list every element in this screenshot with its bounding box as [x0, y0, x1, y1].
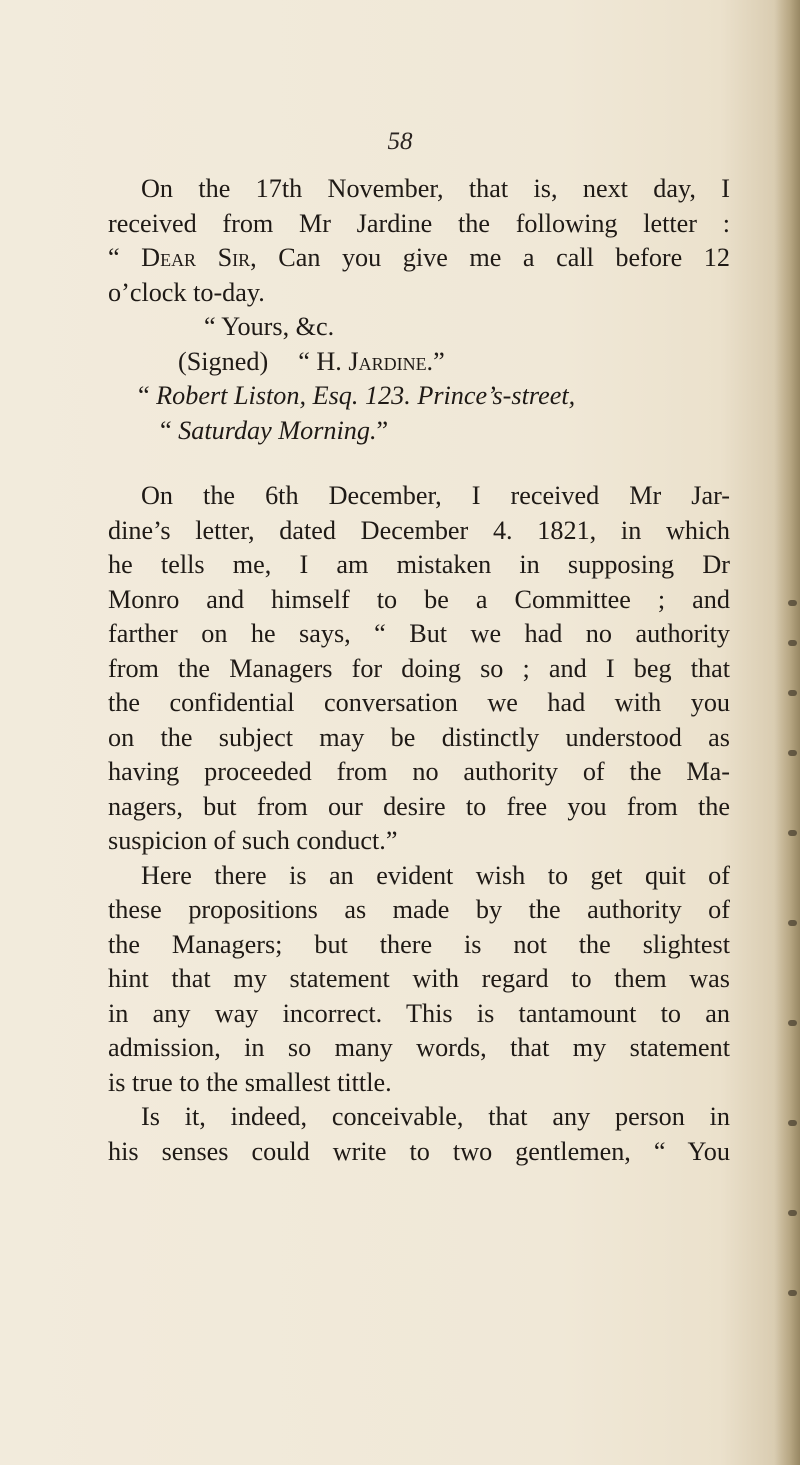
- page-edge-marks: [787, 600, 797, 1300]
- text-line: On the 17th November, that is, next day, I: [141, 174, 730, 203]
- text-line: his senses could write to two gentlemen, “ You: [108, 1136, 730, 1166]
- letter-closing: “ Yours, &c.: [204, 312, 335, 341]
- text-line: hint that my statement with regard to them was: [108, 964, 730, 993]
- page-number: 58: [387, 128, 413, 155]
- letter-salutation: Dear Sir,: [141, 243, 257, 272]
- text-line: received from Mr Jardine the following letter :: [108, 208, 730, 238]
- text-line: he tells me, I am mistaken in supposing Dr: [108, 550, 730, 579]
- signature-name: Jardine.”: [348, 346, 445, 376]
- letter-date-line: “ Saturday Morning.”: [160, 415, 389, 445]
- text-line: admission, in so many words, that my statement: [108, 1033, 730, 1062]
- text-line: Monro and himself to be a Committee ; and: [108, 584, 730, 614]
- text-line: from the Managers for doing so ; and I beg that: [108, 653, 730, 683]
- text-line: on the subject may be distinctly understood as: [108, 722, 730, 752]
- letter-salutation-line: “ Dear Sir, Can you give me a call before 12: [108, 243, 730, 272]
- text-line: Is it, indeed, conceivable, that any person in: [141, 1102, 730, 1131]
- letter-body-line: o’clock to-day.: [108, 277, 265, 307]
- text-line: Here there is an evident wish to get quit of: [141, 860, 730, 890]
- letter-signature-line: (Signed) “ H. Jardine.”: [178, 346, 445, 376]
- letter-address: Robert Liston, Esq. 123. Prince’s-street,: [156, 381, 576, 410]
- text-line: suspicion of such conduct.”: [108, 826, 398, 855]
- text-line: farther on he says, “ But we had no authority: [108, 619, 730, 648]
- letter-body: Can you give me a call before 12: [256, 243, 730, 272]
- letter-date: Saturday Morning.: [178, 415, 377, 445]
- text-line: nagers, but from our desire to free you from the: [108, 791, 730, 821]
- text-line: having proceeded from no authority of the Ma-: [108, 757, 730, 786]
- letter-address-line: “ Robert Liston, Esq. 123. Prince’s-street,: [138, 381, 576, 410]
- text-line: the Managers; but there is not the slightest: [108, 929, 730, 959]
- page-text: [108, 172, 730, 1169]
- signed-label: (Signed): [178, 346, 269, 376]
- text-line: dine’s letter, dated December 4. 1821, in which: [108, 515, 730, 545]
- text-line: these propositions as made by the authority of: [108, 895, 730, 924]
- text-line: in any way incorrect. This is tantamount to an: [108, 998, 730, 1028]
- text-line: the confidential conversation we had with you: [108, 688, 730, 717]
- text-line: is true to the smallest tittle.: [108, 1067, 392, 1097]
- text-line: On the 6th December, I received Mr Jar-: [141, 481, 730, 510]
